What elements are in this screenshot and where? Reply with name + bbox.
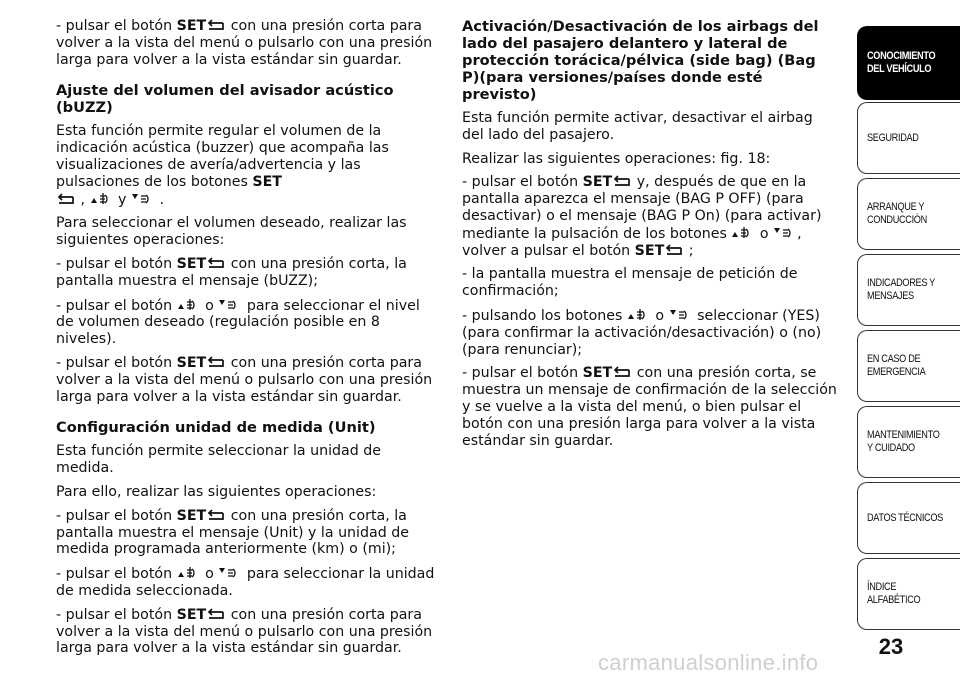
section-heading-buzz: Ajuste del volumen del avisador acústico (bUZZ): [56, 82, 394, 117]
paragraph: - pulsar el botón SET con una presión corta para volver a la vista del menú o pulsarlo con una presión larga para volver a la vista estándar sin guardar.: [56, 606, 433, 657]
section-heading-unit: Configuración unidad de medida (Unit): [56, 419, 376, 437]
right-column: [462, 18, 838, 456]
set-label: SET: [176, 606, 207, 623]
brightness-up-icon: [90, 191, 114, 206]
return-arrow-icon: [56, 193, 76, 206]
return-arrow-icon: [612, 366, 632, 379]
section-heading-airbag: Activación/Desactivación de los airbags del lado del pasajero delantero y lateral de protección torácica/pélvica (side bag) (Bag P)(para versiones/países donde esté previsto): [462, 18, 819, 103]
tab-arranque-y-conduccion[interactable]: ARRANQUE Y CONDUCCIÓN: [857, 178, 960, 250]
paragraph: Para ello, realizar las siguientes operaciones:: [56, 483, 377, 500]
page-number: 23: [878, 634, 904, 659]
return-arrow-icon: [206, 257, 226, 270]
watermark: carmanualsonline.info: [598, 650, 819, 675]
return-arrow-icon: [206, 509, 226, 522]
paragraph: - pulsar el botón SET con una presión corta para volver a la vista del menú o pulsarlo con una presión larga para volver a la vista estándar sin guardar.: [56, 18, 433, 68]
tab-conocimiento-del-vehiculo[interactable]: CONOCIMIENTO DEL VEHÍCULO: [857, 26, 960, 100]
brightness-down-icon: [218, 297, 242, 312]
paragraph: Esta función permite regular el volumen de la indicación acústica (buzzer) que acompaña las visualizaciones de avería/advertencia y las pulsaciones de los botones SET , y .: [56, 123, 389, 208]
brightness-up-icon: [731, 225, 755, 240]
brightness-down-icon: [218, 565, 242, 580]
paragraph: - pulsar el botón o para seleccionar el nivel de volumen deseado (regulación posible en 8 niveles).: [56, 297, 420, 348]
return-arrow-icon: [612, 175, 632, 188]
paragraph: Esta función permite activar, desactivar el airbag del lado del pasajero.: [462, 110, 813, 143]
set-label: SET: [252, 173, 282, 190]
brightness-up-icon: [177, 565, 201, 580]
paragraph: - pulsar el botón SET con una presión corta, se muestra un mensaje de confirmación de la selección y se vuelve a la vista del menú, o bien pulsar el botón con una presión larga para volver a la vista estándar sin guardar.: [462, 365, 837, 449]
brightness-down-icon: [131, 191, 155, 206]
set-label: SET: [582, 365, 613, 382]
tab-seguridad[interactable]: SEGURIDAD: [857, 102, 960, 174]
return-arrow-icon: [206, 19, 226, 32]
paragraph: - pulsar el botón SET con una presión corta, la pantalla muestra el mensaje (Unit) y la unidad de medida programada anteriormente (km) o (mi);: [56, 507, 409, 558]
set-label: SET: [582, 174, 613, 191]
tab-mantenimiento-y-cuidado[interactable]: MANTENIMIENTO Y CUIDADO: [857, 406, 960, 478]
return-arrow-icon: [664, 244, 684, 257]
paragraph: - pulsar el botón SET con una presión corta para volver a la vista del menú o pulsarlo con una presión larga para volver a la vista estándar sin guardar.: [56, 354, 433, 405]
paragraph: - pulsando los botones o seleccionar (YES) (para confirmar la activación/desactivación) o (no) (para renunciar);: [462, 307, 822, 358]
brightness-up-icon: [177, 297, 201, 312]
tab-indice-alfabetico[interactable]: ÍNDICE ALFABÉTICO: [857, 558, 960, 630]
return-arrow-icon: [206, 608, 226, 621]
brightness-down-icon: [669, 307, 693, 322]
left-column: [56, 18, 442, 664]
set-label: SET: [176, 18, 207, 34]
set-label: SET: [176, 354, 207, 371]
paragraph: - pulsar el botón SET y, después de que en la pantalla aparezca el mensaje (BAG P OFF) (para desactivar) o el mensaje (BAG P On) (para activar) mediante la pulsación de los botones o , volver a pulsar el botón SET ;: [462, 174, 822, 259]
paragraph: - pulsar el botón SET con una presión corta, la pantalla muestra el mensaje (bUZZ);: [56, 255, 407, 289]
paragraph: Esta función permite seleccionar la unidad de medida.: [56, 443, 381, 477]
return-arrow-icon: [206, 356, 226, 369]
paragraph: Realizar las siguientes operaciones: fig. 18:: [462, 150, 771, 167]
set-label: SET: [176, 255, 207, 272]
brightness-up-icon: [627, 307, 651, 322]
paragraph: Para seleccionar el volumen deseado, realizar las siguientes operaciones:: [56, 215, 407, 249]
set-label: SET: [634, 242, 665, 259]
paragraph: - la pantalla muestra el mensaje de petición de confirmación;: [462, 266, 798, 300]
tab-indicadores-y-mensajes[interactable]: INDICADORES Y MENSAJES: [857, 254, 960, 326]
section-tabs: [857, 0, 960, 678]
tab-en-caso-de-emergencia[interactable]: EN CASO DE EMERGENCIA: [857, 330, 960, 402]
tab-datos-tecnicos[interactable]: DATOS TÉCNICOS: [857, 482, 960, 554]
brightness-down-icon: [773, 225, 797, 240]
paragraph: - pulsar el botón o para seleccionar la unidad de medida seleccionada.: [56, 566, 435, 599]
set-label: SET: [176, 507, 207, 524]
